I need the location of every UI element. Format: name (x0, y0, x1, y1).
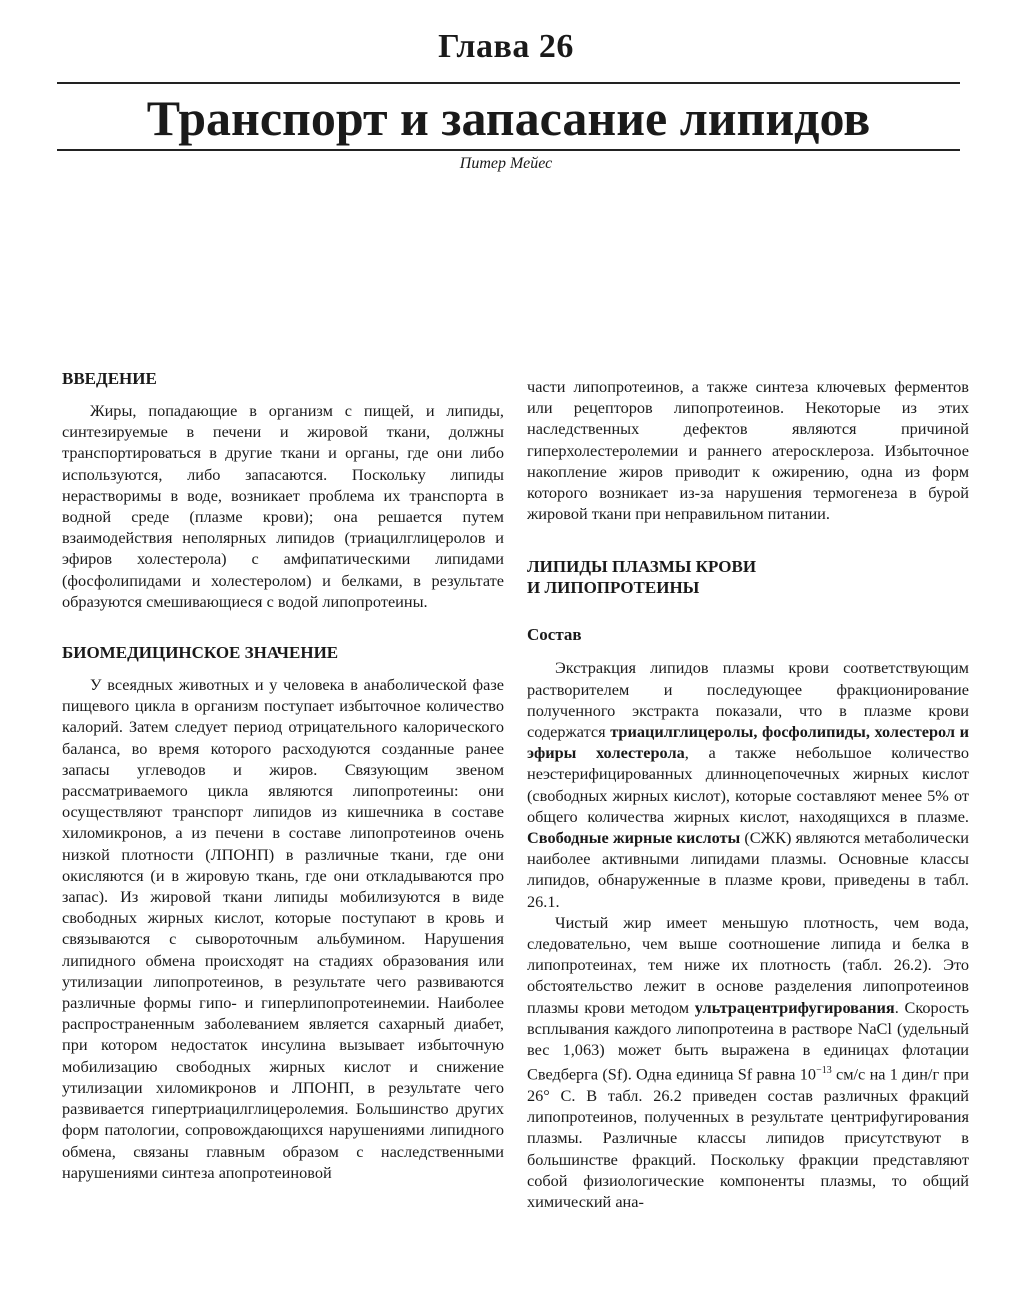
bold-ultracentrifugation: ультрацентрифугирования (694, 997, 895, 1017)
intro-heading: ВВЕДЕНИЕ (62, 369, 157, 388)
sostav-heading: Состав (527, 625, 582, 645)
exponent: −13 (816, 1065, 832, 1077)
text-segment: . Скорость всплывания каждого липопротеина в растворе NaCl (удельный вес 1,063) может быть выражена в единицах флотации Сведберга (Sf). Одна единица Sf равна 10 (527, 997, 970, 1084)
text-segment: (СЖК) являются метаболически наиболее активными липидами плазмы. Основные классы липидов, обнаруженные в плазме крови, приведены в табл. 26.1. (527, 828, 969, 911)
biomed-heading: БИОМЕДИЦИНСКОЕ ЗНАЧЕНИЕ (62, 643, 339, 663)
text-segment: Экстракция липидов плазмы крови соответствующим растворителем и последующее фракционирование полученного экстракта показали, что в плазме крови содержатся (527, 658, 969, 742)
text-segment: см/с на 1 дин/г при 26° С. В табл. 26.2 приведен состав различных фракций липопротеинов, полученных в результате центрифугирования плазмы. Различные классы липидов присутствуют в большинстве фракций. Поскольку фракции представляют собой физиологические компоненты плазмы, то общий химический ана- (527, 1064, 969, 1211)
plasma-heading-line1: ЛИПИДЫ ПЛАЗМЫ КРОВИ (527, 557, 757, 577)
density-paragraph (527, 912, 969, 1212)
author: Питер Мейес (459, 155, 553, 172)
right-column (527, 376, 969, 1212)
bold-free-fatty-acids: Свободные жирные кислоты (527, 828, 741, 848)
biomed-paragraph: У всеядных животных и у человека в анаболической фазе пищевого цикла в организм поступает избыточное количество калорий. Затем следует период отрицательного калорического баланса, во время которого расходуются созданные ранее запасы углеводов и жиров. Связующим звеном рассматриваемого цикла являются липопротеины: они осуществляют транспорт липидов из кишечника в составе хиломикронов, а из печени в составе липопротеинов очень низкой плотности (ЛПОНП) в различные ткани, где они окисляются (и в жировую ткань, где они откладываются про запас). Из жировой ткани липиды мобилизуются в виде свободных жирных кислот, которые поступают в кровь и связываются с сывороточным альбумином. Нарушения липидного обмена происходят на стадиях образования или утилизации липопротеинов, в результате чего развиваются различные формы гипо- и гиперлипопротеинемии. Наиболее распространенным заболеванием является сахарный диабет, при котором недостаток инсулина вызывает избыточную мобилизацию свободных жирных кислот и снижение утилизации хиломикронов и ЛПОНП, в результате чего развивается гипертриацилглицеролемия. Большинство других форм патологии, сопровождающихся нарушениями липидного обмена, связаны главным образом с наследственными нарушениями синтеза апопротеиновой (62, 675, 504, 1182)
text-segment: , а также небольшое количество неэстерифицированных длинноцепочечных жирных кислот (свободных жирных кислот), которые составляют менее 5% от общего количества жирных кислот, находящихся в плазме. (527, 743, 969, 826)
text-segment: Чистый жир имеет меньшую плотность, чем вода, следовательно, чем выше соотношение липида и белка в липопротеинах, тем ниже их плотность (табл. 26.2). Это обстоятельство лежит в основе разделения липопротеинов плазмы крови методом (527, 912, 969, 1017)
bold-lipid-classes: триацилглицеролы, фосфолипиды, холестерол и эфиры холестерола (527, 722, 969, 763)
bottom-rule (57, 149, 960, 151)
continuation-paragraph: части липопротеинов, а также синтеза ключевых ферментов или рецепторов липопротеинов. Некоторые из этих наследственных дефектов являются причиной гиперхолестеролемии и раннего атеросклероза. Избыточное накопление жиров приводит к ожирению, одна из форм которого возникает из-за нарушения термогенеза в бурой жировой ткани при неправильном питании. (527, 377, 969, 524)
chapter-title: Транспорт и запасание липидов (146, 90, 871, 146)
intro-paragraph: Жиры, попадающие в организм с пищей, и липиды, синтезируемые в печени и жировой ткани, должны транспортироваться в другие ткани и органы, где они либо используются, либо запасаются. Поскольку липиды нерастворимы в воде, возникает проблема их транспорта в водной среде (плазме крови); она решается путем взаимодействия неполярных липидов (триацилглицеролов и эфиров холестерола) с амфипатическими липидами (фосфолипидами и холестеролом) и белками, в результате образуются смешивающиеся с водой липопротеины. (62, 401, 504, 611)
composition-paragraph (527, 657, 969, 911)
plasma-heading-line2: И ЛИПОПРОТЕИНЫ (527, 578, 700, 598)
chapter-label: Глава 26 (438, 28, 574, 65)
top-rule (57, 82, 960, 84)
left-column (62, 368, 504, 1183)
